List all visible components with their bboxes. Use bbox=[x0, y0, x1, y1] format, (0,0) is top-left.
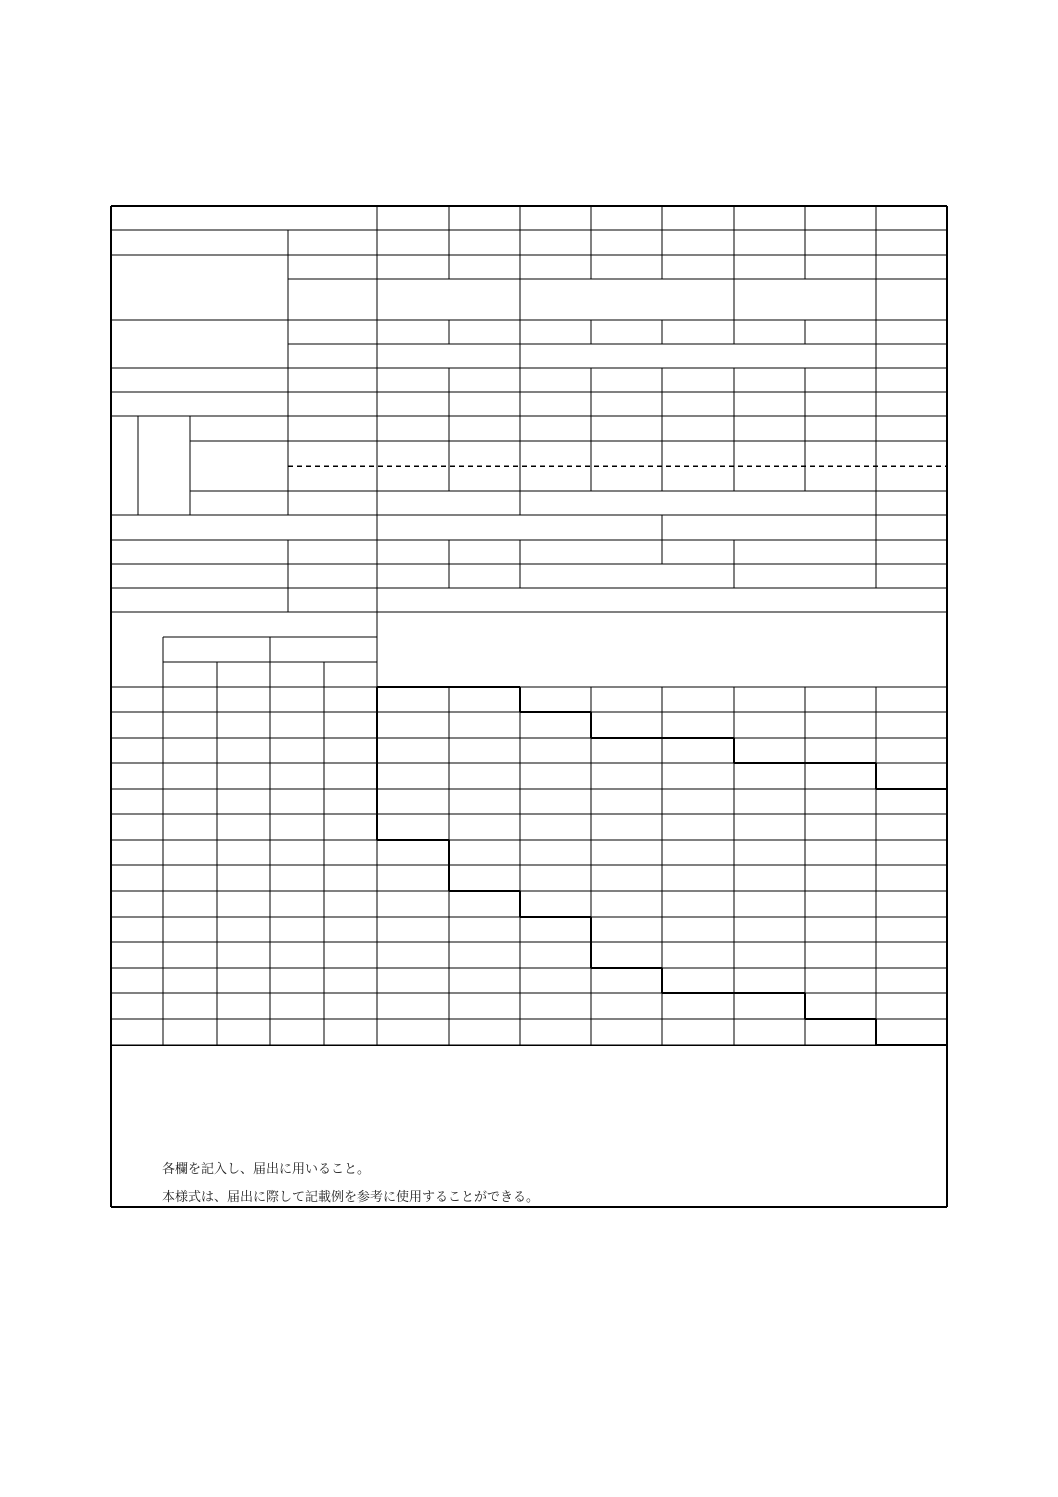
note-line-2: 本様式は、届出に際して記載例を参考に使用することができる。 bbox=[162, 1190, 540, 1205]
notes-area bbox=[112, 1046, 946, 1206]
note-line-1: 各欄を記入し、届出に用いること。 bbox=[162, 1162, 371, 1177]
